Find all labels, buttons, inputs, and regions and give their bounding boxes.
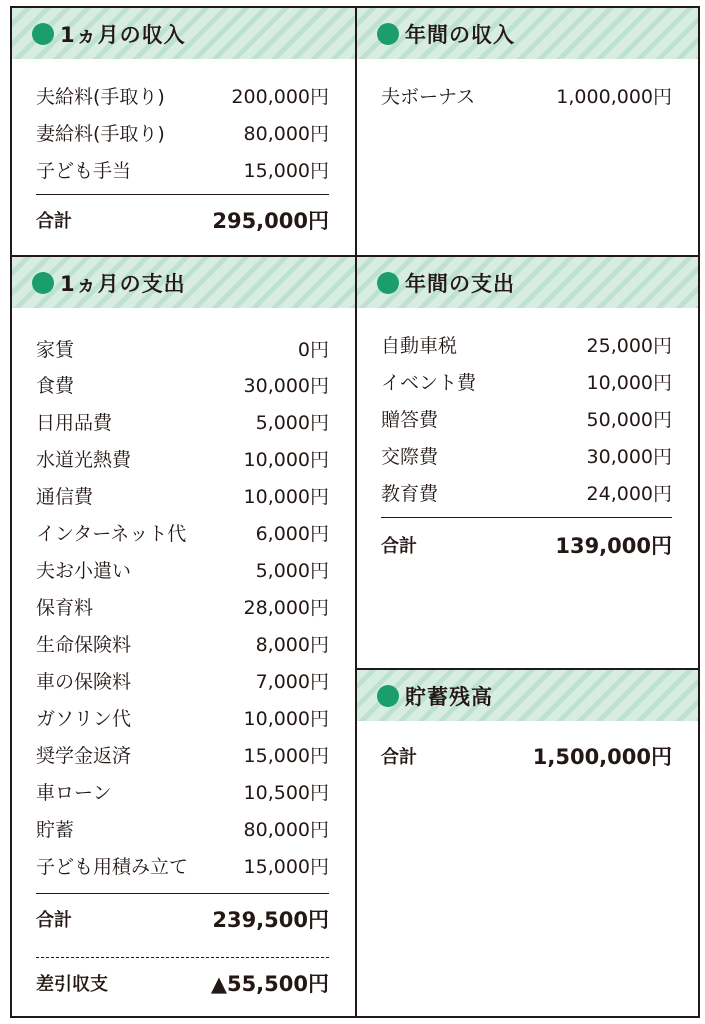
item-label: 夫お小遣い [36,559,132,582]
item-value: 5,000円 [255,559,329,582]
item-value: 10,000円 [586,371,672,394]
bullet-dot-icon [377,272,399,294]
item-label: 妻給料(手取り) [36,122,165,145]
item-value: 10,000円 [243,485,329,508]
item-value: 8,000円 [255,633,329,656]
total-label: 合計 [381,747,417,768]
item-label: イベント費 [381,371,477,394]
list-item [36,665,329,695]
list-item [381,80,672,110]
list-item [381,366,672,396]
list-item [36,739,329,769]
item-label: 自動車税 [381,334,458,357]
item-value: 25,000円 [586,334,672,357]
bullet-dot-icon [32,272,54,294]
item-value: 10,000円 [243,707,329,730]
list-item [36,517,329,547]
item-label: 日用品費 [36,411,113,434]
bullet-dot-icon [32,23,54,45]
item-label: 車ローン [36,781,112,804]
total-rule [381,517,672,518]
savings-section [357,670,698,1016]
item-label: 食費 [36,374,75,397]
item-label: インターネット代 [36,522,187,545]
annual-expense-title: 年間の支出 [405,271,515,296]
item-label: 子ども用積み立て [36,855,189,878]
total-label: 合計 [36,910,72,931]
savings-header [357,670,698,721]
item-value: 6,000円 [255,522,329,545]
total-row [381,741,672,771]
balance-label: 差引収支 [36,974,108,995]
item-value: 24,000円 [586,482,672,505]
item-value: 15,000円 [243,744,329,767]
item-label: 奨学金返済 [36,744,132,767]
list-item [36,702,329,732]
item-label: 夫給料(手取り) [36,85,165,108]
annual-expense-header [357,257,698,308]
total-row [36,904,329,934]
list-item [381,477,672,507]
item-label: 保育料 [36,596,94,619]
annual-income-title: 年間の収入 [405,22,515,47]
total-rule [36,893,329,894]
list-item [36,776,329,806]
item-value: 50,000円 [586,408,672,431]
balance-dashed-rule [36,957,329,958]
item-value: 15,000円 [243,159,329,182]
item-label: 生命保険料 [36,633,132,656]
total-row [36,205,329,235]
total-label: 合計 [36,211,72,232]
list-item [36,443,329,473]
total-value: 295,000円 [212,209,329,233]
item-label: ガソリン代 [36,707,132,730]
bullet-dot-icon [377,23,399,45]
item-label: 子ども手当 [36,159,132,182]
item-label: 夫ボーナス [381,85,476,108]
list-item [36,154,329,184]
monthly-income-header [12,8,355,59]
item-value: 1,000,000円 [556,85,672,108]
list-item [36,80,329,110]
list-item [381,329,672,359]
item-value: 5,000円 [255,411,329,434]
total-value: 239,500円 [212,908,329,932]
annual-income-section [357,8,698,255]
list-item [36,554,329,584]
total-value: 1,500,000円 [532,745,672,769]
annual-income-header [357,8,698,59]
monthly-expense-section [12,257,355,1016]
total-label: 合計 [381,536,417,557]
balance-row [36,968,329,998]
item-value: 80,000円 [243,818,329,841]
balance-value: ▲55,500円 [210,972,329,996]
list-item [36,369,329,399]
item-label: 教育費 [381,482,439,505]
list-item [36,813,329,843]
annual-expense-section [357,257,698,668]
monthly-income-title: 1ヵ月の収入 [60,22,186,47]
item-label: 通信費 [36,485,94,508]
list-item [36,480,329,510]
item-value: 10,500円 [243,781,329,804]
monthly-income-section [12,8,355,255]
list-item [36,591,329,621]
item-label: 車の保険料 [36,670,132,693]
item-value: 10,000円 [243,448,329,471]
item-label: 家賃 [36,338,75,361]
item-value: 80,000円 [243,122,329,145]
item-value: 30,000円 [243,374,329,397]
list-item [381,440,672,470]
item-label: 交際費 [381,445,439,468]
list-item [36,406,329,436]
item-value: 7,000円 [255,670,329,693]
total-value: 139,000円 [555,534,672,558]
savings-title: 貯蓄残高 [405,684,493,709]
item-label: 貯蓄 [36,818,75,841]
list-item [381,403,672,433]
total-rule [36,194,329,195]
monthly-expense-header [12,257,355,308]
list-item [36,333,329,363]
item-label: 水道光熱費 [36,448,132,471]
list-item [36,628,329,658]
item-value: 0円 [297,338,329,361]
monthly-expense-title: 1ヵ月の支出 [60,271,186,296]
total-row [381,530,672,560]
bullet-dot-icon [377,685,399,707]
item-value: 15,000円 [243,855,329,878]
item-value: 200,000円 [231,85,329,108]
item-value: 28,000円 [243,596,329,619]
item-value: 30,000円 [586,445,672,468]
item-label: 贈答費 [381,408,439,431]
list-item [36,117,329,147]
list-item [36,850,329,880]
